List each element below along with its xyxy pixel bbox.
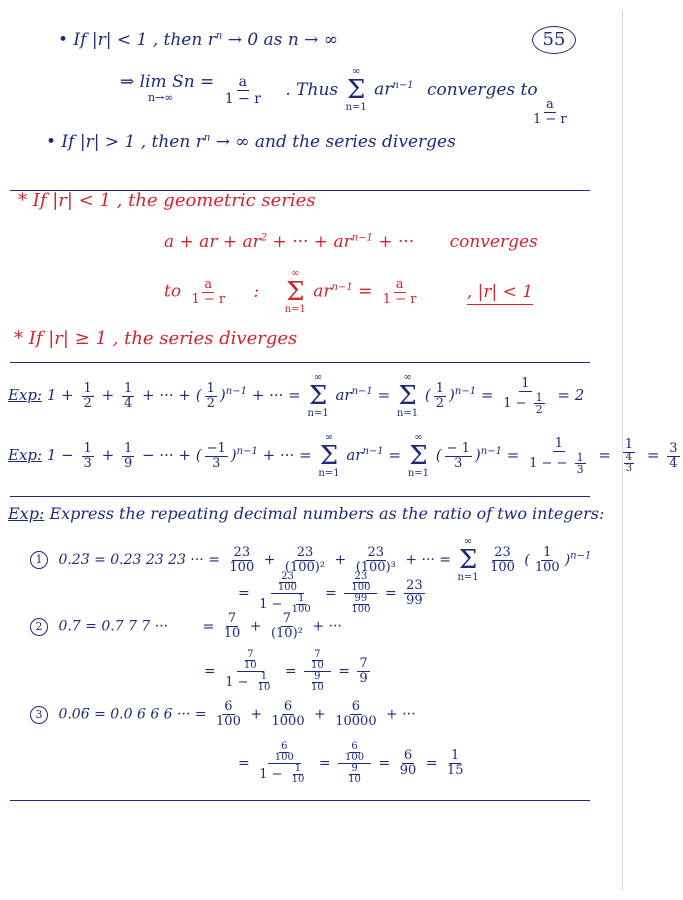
block3-title: * If |r| ≥ 1 , the series diverges: [14, 328, 298, 349]
divider-4: [10, 800, 590, 801]
block2-sum: to $\frac{a}{1 - r}$ : ∞ Σ n=1 $ar^{n-1}$ = $\frac{a}{1 - r}$ , |r| < 1: [164, 268, 534, 315]
example3-case1: 1 0.23̅ = 0.23 23 23 ··· = $\frac{23}{100}$ + $\frac{23}{\text{(100)²}}$ + $\frac{23}{\text{(100)³}}$ + ··· = ∞ Σ n=1 $\frac{23}{100}$ ( $\frac{1}{100}$ )$^{n-1}$: [30, 536, 591, 584]
example3-case1-line2: = $\frac{23}{100}$ 1 − $\frac{1}{100}$ = $\frac{\frac{23}{100}}{\frac{99}{100}}$ = $\frac{23}{99}$: [238, 571, 423, 615]
example3-case3-line2: = $\frac{6}{100}$ 1 − $\frac{1}{10}$ = $\frac{\frac{6}{100}}{\frac{9}{10}}$ = $\frac{6}{90}$ = $\frac{1}{15}$: [238, 741, 464, 785]
example2: Exp: 1 − $\frac{1}{3}$ + $\frac{1}{9}$ − ··· + ( $\frac{-1}{3}$ )$^{n-1}$ + ··· = ∞ Σ n=1 $ar^{n-1}$ = ∞ Σ n=1 ( $\frac{- 1}{3}$ )$^{n-1}$ = 1 1 − − $\frac{1}{3}$ = $\frac{1}{\frac{4}{3}}$ = $\frac{3}{4}$: [8, 432, 678, 479]
page-number: 55: [532, 26, 576, 54]
example3-case2-line2: = $\frac{7}{10}$ 1 − $\frac{1}{10}$ = $\frac{\frac{7}{10}}{\frac{9}{10}}$ = $\frac{7}{9}$: [204, 649, 368, 693]
block1-line2: ⇒ lim Sn = n→∞ $\frac{a}{1 - r}$ . Thus ∞ Σ n=1 $ar^{n-1}$ converges to: [120, 66, 538, 113]
divider-3: [10, 496, 590, 497]
example3-case2: 2 0.7̅ = 0.7 7 7 ··· = $\frac{7}{10}$ + $\frac{7}{\text{(10)²}}$ + ···: [30, 612, 342, 641]
example3-case3: 3 0.06̅ = 0.0 6 6 6 ··· = $\frac{6}{100}$ + $\frac{6}{1000}$ + $\frac{6}{10000}$ + ···: [30, 700, 416, 729]
block2-series: a + ar + $ar^2$ + ··· + $ar^{n-1}$ + ··· converges: [164, 232, 538, 252]
example3-title: Exp: Express the repeating decimal numbers as the ratio of two integers:: [8, 504, 605, 523]
block1-line1: • If |r| < 1 , then $r^n \to 0$ as n → ∞: [58, 30, 338, 50]
divider-2: [10, 362, 590, 363]
example1: Exp: 1 + $\frac{1}{2}$ + $\frac{1}{4}$ + ··· + ( $\frac{1}{2}$ )$^{n-1}$ + ··· = ∞ Σ n=1 $ar^{n-1}$ = ∞ Σ n=1 ( $\frac{1}{2}$ )$^{n-1}$ = 1 1 − $\frac{1}{2}$ = 2: [8, 372, 585, 419]
block1-line3: • If |r| > 1 , then $r^n$ → ∞ and the series diverges: [46, 132, 456, 152]
block1-line2-result: $\frac{a}{1 - r}$: [533, 97, 567, 127]
block2-title: * If |r| < 1 , the geometric series: [18, 190, 316, 211]
